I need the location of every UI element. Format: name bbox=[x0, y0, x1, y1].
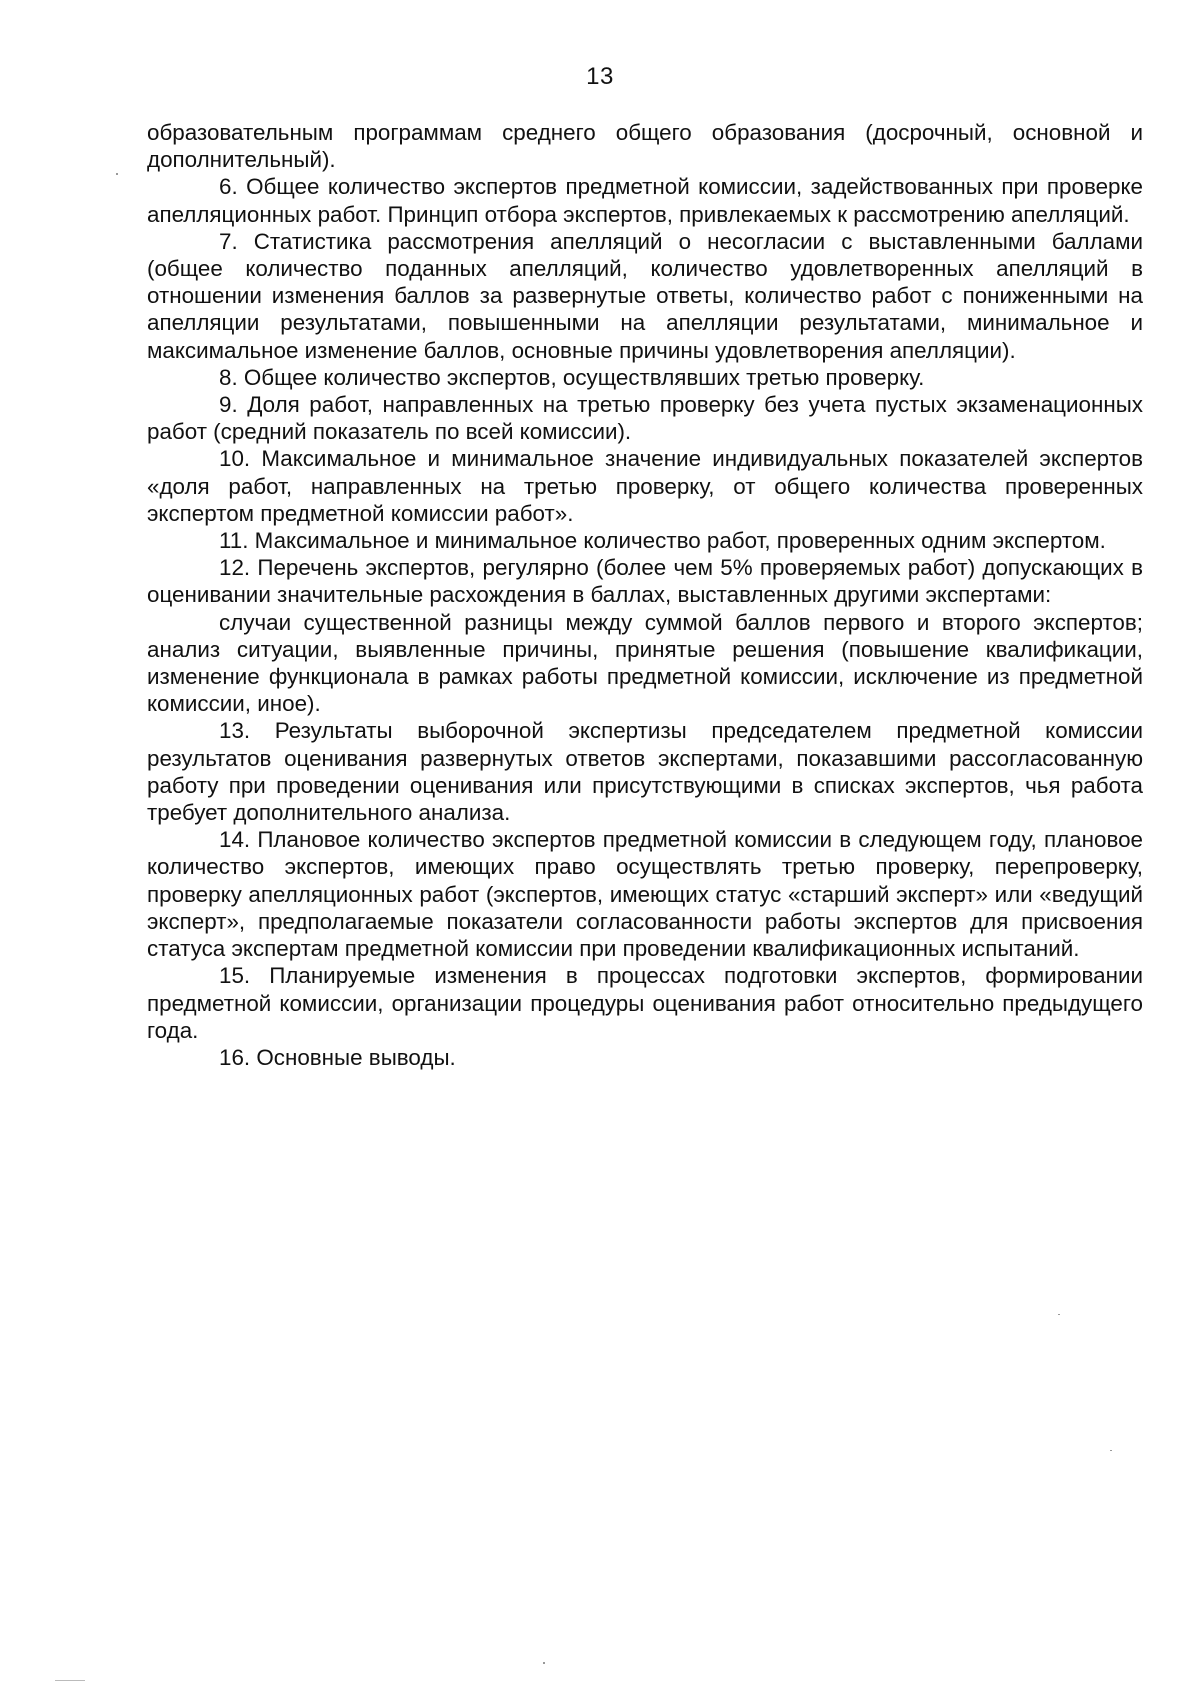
paragraph-item-8: 8. Общее количество экспертов, осуществлявших третью проверку. bbox=[219, 364, 925, 390]
paragraph-item-9: 9. Доля работ, направленных на третью проверку без учета пустых экзаменационных работ (средний показатель по всей комиссии). bbox=[147, 392, 1143, 445]
paragraph-item-14: 14. Плановое количество экспертов предметной комиссии в следующем году, плановое количество экспертов, имеющих право осуществлять третью проверку, перепроверку, проверку апелляционных работ (экспертов, имеющих статус «старший эксперт» или «ведущий эксперт», предполагаемые показатели согласованности работы экспертов для присвоения статуса экспертам предметной комиссии при проведении квалификационных испытаний. bbox=[147, 827, 1143, 962]
scan-speck bbox=[55, 1680, 85, 1681]
paragraph-item-15: 15. Планируемые изменения в процессах подготовки экспертов, формировании предметной комиссии, организации процедуры оценивания работ относительно предыдущего года. bbox=[147, 963, 1143, 1043]
scan-speck bbox=[116, 173, 118, 175]
paragraph-item-11: 11. Максимальное и минимальное количество работ, проверенных одним экспертом. bbox=[219, 528, 1106, 554]
scan-speck bbox=[543, 1662, 545, 1664]
paragraph-item-16: 16. Основные выводы. bbox=[219, 1044, 456, 1070]
page-number: 13 bbox=[586, 63, 614, 90]
paragraph-continuation: образовательным программам среднего общего образования (досрочный, основной и дополнительный). bbox=[147, 120, 1143, 173]
scan-speck bbox=[1058, 1314, 1060, 1315]
scan-speck bbox=[1110, 1450, 1112, 1451]
paragraph-item-13: 13. Результаты выборочной экспертизы председателем предметной комиссии результатов оценивания развернутых ответов экспертами, показавшими рассогласованную работу при проведении оценивания или присутствующими в списках экспертов, чья работа требует дополнительного анализа. bbox=[147, 718, 1143, 826]
document-body bbox=[147, 119, 1143, 1071]
paragraph-item-12-details: случаи существенной разницы между суммой баллов первого и второго экспертов; анализ ситуации, выявленные причины, принятые решения (повышение квалификации, изменение функционала в рамках работы предметной комиссии, исключение из предметной комиссии, иное). bbox=[147, 609, 1143, 717]
paragraph-item-10: 10. Максимальное и минимальное значение индивидуальных показателей экспертов «доля работ, направленных на третью проверку, от общего количества проверенных экспертом предметной комиссии работ». bbox=[147, 446, 1143, 526]
paragraph-item-6: 6. Общее количество экспертов предметной комиссии, задействованных при проверке апелляционных работ. Принцип отбора экспертов, привлекаемых к рассмотрению апелляций. bbox=[147, 174, 1143, 227]
paragraph-item-12: 12. Перечень экспертов, регулярно (более чем 5% проверяемых работ) допускающих в оценивании значительные расхождения в баллах, выставленных другими экспертами: bbox=[147, 555, 1143, 608]
paragraph-item-7: 7. Статистика рассмотрения апелляций о несогласии с выставленными баллами (общее количество поданных апелляций, количество удовлетворенных апелляций в отношении изменения баллов за развернутые ответы, количество работ с пониженными на апелляции результатами, повышенными на апелляции результатами, минимальное и максимальное изменение баллов, основные причины удовлетворения апелляции). bbox=[147, 228, 1143, 363]
